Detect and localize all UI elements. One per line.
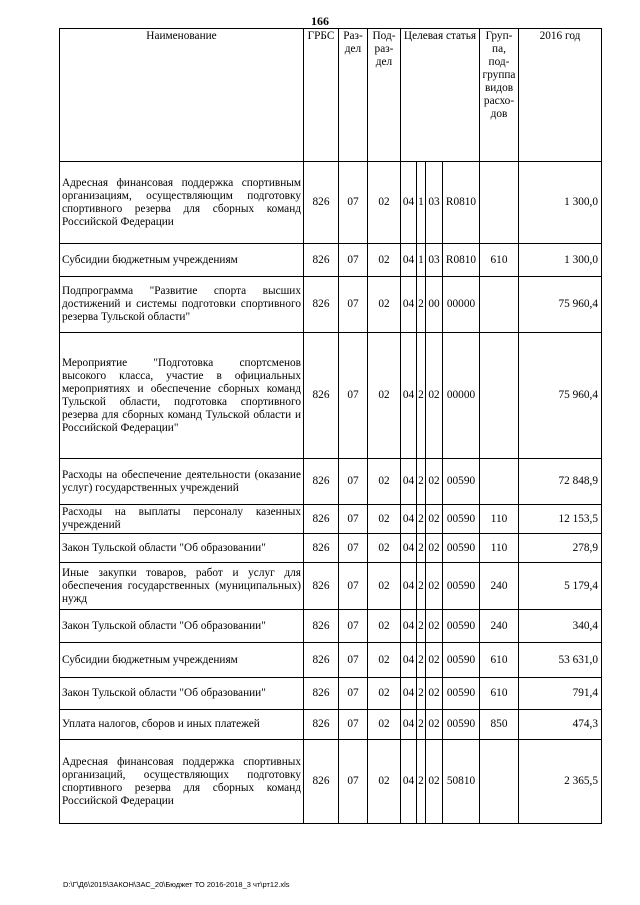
row-grbs-cell: 826 [304, 244, 339, 277]
row-amount-cell: 1 300,0 [519, 244, 602, 277]
row-subprogram-code-cell: 2 [417, 678, 426, 710]
row-program-code-cell: 04 [401, 610, 417, 643]
row-expense-group-cell [480, 277, 519, 333]
row-direction-code-cell: R0810 [443, 162, 480, 244]
row-name-cell: Мероприятие "Подготовка спортсменов высокого класса, участие в официальных мероприятиях и обеспечение сборных команд Тульской области, подготовка спортивного резерва для сборных команд Тульской области и Российской Федерации" [60, 333, 304, 459]
row-grbs-cell: 826 [304, 710, 339, 740]
row-direction-code-cell: 00590 [443, 459, 480, 505]
row-direction-code-cell: 00590 [443, 678, 480, 710]
row-event-code-cell: 03 [426, 244, 443, 277]
row-event-code-cell: 03 [426, 162, 443, 244]
page-number: 166 [311, 14, 329, 28]
row-event-code-cell: 02 [426, 710, 443, 740]
header-expense-group: Груп- па, под- группа видов расхо- дов [480, 29, 519, 162]
budget-table [59, 28, 602, 824]
table-row [60, 534, 602, 563]
row-podrazdel-cell: 02 [368, 505, 401, 534]
row-expense-group-cell: 610 [480, 678, 519, 710]
row-razdel-cell: 07 [339, 678, 368, 710]
row-subprogram-code-cell: 2 [417, 610, 426, 643]
row-direction-code-cell: 00590 [443, 643, 480, 678]
header-podrazdel: Под- раз- дел [368, 29, 401, 162]
row-program-code-cell: 04 [401, 244, 417, 277]
row-direction-code-cell: 00000 [443, 277, 480, 333]
row-grbs-cell: 826 [304, 610, 339, 643]
row-razdel-cell: 07 [339, 643, 368, 678]
row-razdel-cell: 07 [339, 162, 368, 244]
header-year: 2016 год [519, 29, 602, 162]
row-podrazdel-cell: 02 [368, 333, 401, 459]
row-program-code-cell: 04 [401, 710, 417, 740]
row-name-cell: Закон Тульской области "Об образовании" [60, 610, 304, 643]
row-name-cell: Иные закупки товаров, работ и услуг для обеспечения государственных (муниципальных) нужд [60, 563, 304, 610]
row-subprogram-code-cell: 2 [417, 277, 426, 333]
row-razdel-cell: 07 [339, 534, 368, 563]
row-program-code-cell: 04 [401, 333, 417, 459]
table-row [60, 678, 602, 710]
row-expense-group-cell [480, 333, 519, 459]
row-expense-group-cell: 240 [480, 610, 519, 643]
table-row [60, 162, 602, 244]
row-expense-group-cell [480, 740, 519, 824]
row-name-cell: Субсидии бюджетным учреждениям [60, 643, 304, 678]
table-row [60, 459, 602, 505]
row-razdel-cell: 07 [339, 505, 368, 534]
row-event-code-cell: 00 [426, 277, 443, 333]
row-direction-code-cell: 00590 [443, 505, 480, 534]
row-amount-cell: 53 631,0 [519, 643, 602, 678]
row-expense-group-cell: 110 [480, 505, 519, 534]
row-subprogram-code-cell: 2 [417, 643, 426, 678]
header-target-article: Целевая статья [401, 29, 480, 162]
row-amount-cell: 12 153,5 [519, 505, 602, 534]
table-row [60, 643, 602, 678]
row-grbs-cell: 826 [304, 459, 339, 505]
row-amount-cell: 1 300,0 [519, 162, 602, 244]
row-amount-cell: 5 179,4 [519, 563, 602, 610]
row-program-code-cell: 04 [401, 459, 417, 505]
row-subprogram-code-cell: 2 [417, 505, 426, 534]
row-grbs-cell: 826 [304, 740, 339, 824]
row-podrazdel-cell: 02 [368, 277, 401, 333]
row-subprogram-code-cell: 2 [417, 563, 426, 610]
row-program-code-cell: 04 [401, 643, 417, 678]
row-subprogram-code-cell: 2 [417, 459, 426, 505]
row-program-code-cell: 04 [401, 563, 417, 610]
table-header-row [60, 29, 602, 162]
table-row [60, 277, 602, 333]
row-podrazdel-cell: 02 [368, 678, 401, 710]
row-program-code-cell: 04 [401, 678, 417, 710]
row-razdel-cell: 07 [339, 277, 368, 333]
row-amount-cell: 75 960,4 [519, 277, 602, 333]
row-subprogram-code-cell: 2 [417, 710, 426, 740]
row-razdel-cell: 07 [339, 244, 368, 277]
row-event-code-cell: 02 [426, 505, 443, 534]
row-name-cell: Адресная финансовая поддержка спортивных организаций, осуществляющих подготовку спортивного резерва для сборных команд Российской Федерации [60, 740, 304, 824]
header-name: Наименование [60, 29, 304, 162]
row-podrazdel-cell: 02 [368, 244, 401, 277]
row-podrazdel-cell: 02 [368, 610, 401, 643]
row-subprogram-code-cell: 1 [417, 244, 426, 277]
table-body [60, 162, 602, 824]
row-event-code-cell: 02 [426, 643, 443, 678]
table-row [60, 505, 602, 534]
row-direction-code-cell: 00590 [443, 710, 480, 740]
row-direction-code-cell: R0810 [443, 244, 480, 277]
row-program-code-cell: 04 [401, 277, 417, 333]
row-subprogram-code-cell: 2 [417, 333, 426, 459]
row-amount-cell: 340,4 [519, 610, 602, 643]
row-event-code-cell: 02 [426, 740, 443, 824]
row-podrazdel-cell: 02 [368, 710, 401, 740]
row-razdel-cell: 07 [339, 710, 368, 740]
row-amount-cell: 278,9 [519, 534, 602, 563]
row-event-code-cell: 02 [426, 534, 443, 563]
row-podrazdel-cell: 02 [368, 563, 401, 610]
row-grbs-cell: 826 [304, 333, 339, 459]
row-amount-cell: 791,4 [519, 678, 602, 710]
row-subprogram-code-cell: 2 [417, 534, 426, 563]
row-podrazdel-cell: 02 [368, 740, 401, 824]
table-row [60, 610, 602, 643]
file-path-footer: D:\Г\Д6\2015\ЗАКОН\ЗАС_20\Бюджет ТО 2016-2018_3 чт\рт12.xls [63, 880, 290, 889]
table-row [60, 710, 602, 740]
row-direction-code-cell: 00590 [443, 610, 480, 643]
row-razdel-cell: 07 [339, 563, 368, 610]
row-program-code-cell: 04 [401, 740, 417, 824]
row-name-cell: Расходы на выплаты персоналу казенных учреждений [60, 505, 304, 534]
table-row [60, 244, 602, 277]
row-subprogram-code-cell: 2 [417, 740, 426, 824]
row-subprogram-code-cell: 1 [417, 162, 426, 244]
row-program-code-cell: 04 [401, 534, 417, 563]
header-grbs: ГРБС [304, 29, 339, 162]
row-razdel-cell: 07 [339, 740, 368, 824]
row-podrazdel-cell: 02 [368, 162, 401, 244]
row-event-code-cell: 02 [426, 563, 443, 610]
row-expense-group-cell: 110 [480, 534, 519, 563]
row-direction-code-cell: 50810 [443, 740, 480, 824]
row-razdel-cell: 07 [339, 610, 368, 643]
row-amount-cell: 72 848,9 [519, 459, 602, 505]
row-expense-group-cell [480, 162, 519, 244]
row-direction-code-cell: 00590 [443, 534, 480, 563]
row-amount-cell: 2 365,5 [519, 740, 602, 824]
row-direction-code-cell: 00000 [443, 333, 480, 459]
row-name-cell: Адресная финансовая поддержка спортивным организациям, осуществляющим подготовку спортивного резерва для сборных команд Российской Федерации [60, 162, 304, 244]
table-row [60, 563, 602, 610]
row-event-code-cell: 02 [426, 610, 443, 643]
row-podrazdel-cell: 02 [368, 643, 401, 678]
table-row [60, 740, 602, 824]
row-grbs-cell: 826 [304, 534, 339, 563]
row-podrazdel-cell: 02 [368, 459, 401, 505]
row-grbs-cell: 826 [304, 643, 339, 678]
row-expense-group-cell: 850 [480, 710, 519, 740]
row-grbs-cell: 826 [304, 505, 339, 534]
row-name-cell: Закон Тульской области "Об образовании" [60, 534, 304, 563]
row-grbs-cell: 826 [304, 277, 339, 333]
row-amount-cell: 474,3 [519, 710, 602, 740]
row-event-code-cell: 02 [426, 333, 443, 459]
row-razdel-cell: 07 [339, 333, 368, 459]
row-name-cell: Уплата налогов, сборов и иных платежей [60, 710, 304, 740]
row-event-code-cell: 02 [426, 678, 443, 710]
row-direction-code-cell: 00590 [443, 563, 480, 610]
row-podrazdel-cell: 02 [368, 534, 401, 563]
row-grbs-cell: 826 [304, 162, 339, 244]
row-name-cell: Расходы на обеспечение деятельности (оказание услуг) государственных учреждений [60, 459, 304, 505]
table-row [60, 333, 602, 459]
row-program-code-cell: 04 [401, 505, 417, 534]
row-expense-group-cell [480, 459, 519, 505]
row-name-cell: Закон Тульской области "Об образовании" [60, 678, 304, 710]
row-event-code-cell: 02 [426, 459, 443, 505]
row-razdel-cell: 07 [339, 459, 368, 505]
row-program-code-cell: 04 [401, 162, 417, 244]
row-expense-group-cell: 240 [480, 563, 519, 610]
header-razdel: Раз- дел [339, 29, 368, 162]
row-amount-cell: 75 960,4 [519, 333, 602, 459]
row-name-cell: Подпрограмма "Развитие спорта высших достижений и системы подготовки спортивного резерва Тульской области" [60, 277, 304, 333]
row-grbs-cell: 826 [304, 678, 339, 710]
row-expense-group-cell: 610 [480, 244, 519, 277]
row-name-cell: Субсидии бюджетным учреждениям [60, 244, 304, 277]
row-grbs-cell: 826 [304, 563, 339, 610]
row-expense-group-cell: 610 [480, 643, 519, 678]
